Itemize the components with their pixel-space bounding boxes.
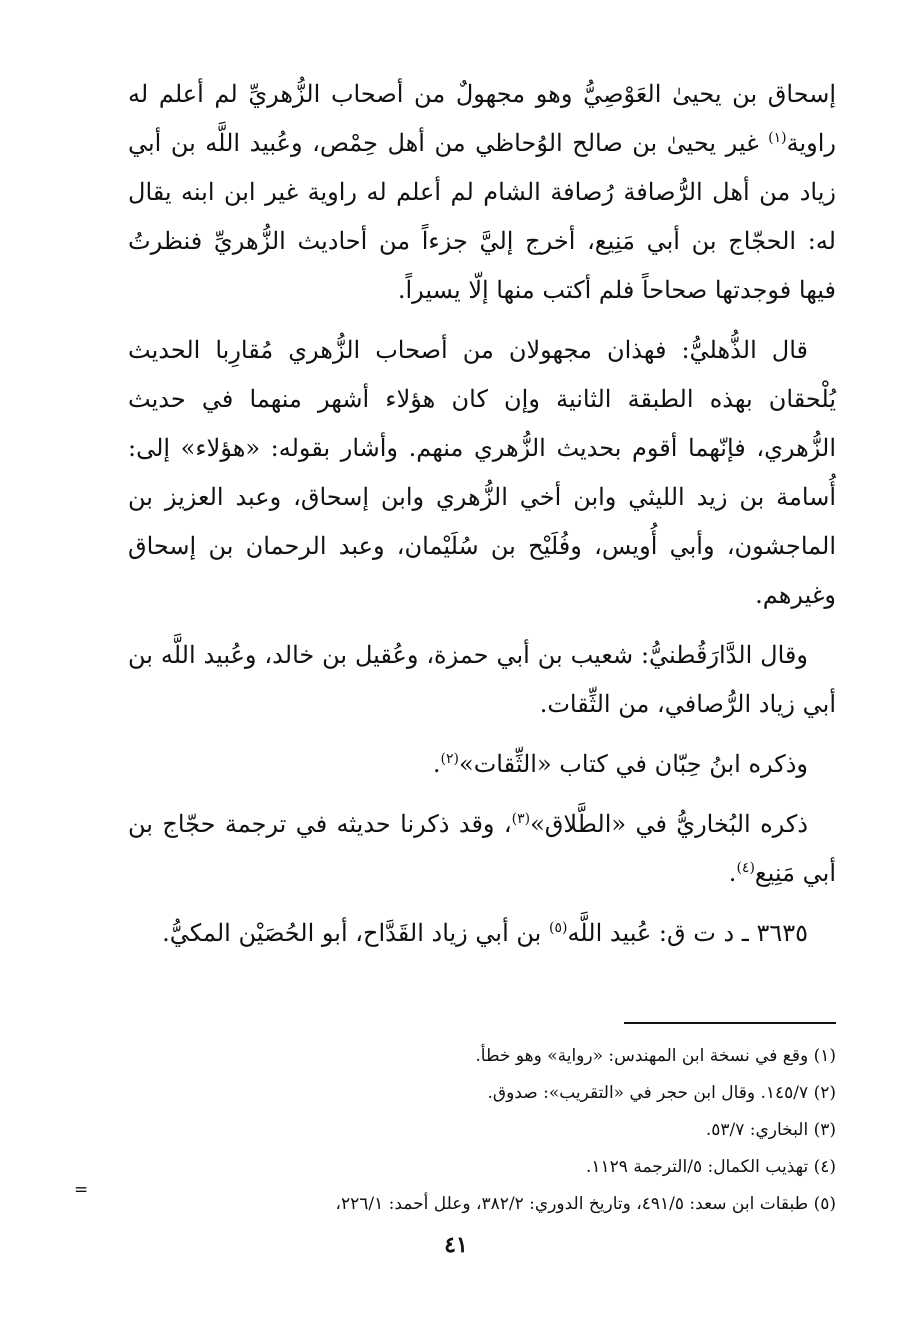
paragraph-text: بن أبي زياد القَدَّاح، أبو الحُصَيْن المكيُّ. [162,919,549,947]
footnote-3: (٣) البخاري: ٥٣/٧. [705,1120,836,1140]
continuation-mark: = [74,1180,89,1200]
footnote-marker: (١) [768,130,787,146]
paragraph-4 [128,740,836,789]
main-text [128,70,836,958]
paragraph-text: . [728,859,737,887]
footnotes [128,1038,836,1223]
footnote-marker: (٢) [440,751,460,767]
footnote-separator [624,1022,836,1024]
paragraph-3 [128,631,836,729]
page-body [128,70,836,1214]
paragraph-1 [128,70,836,315]
paragraph-5 [128,800,836,898]
footnote-4: (٤) تهذيب الكمال: ٥/الترجمة ١١٢٩. [586,1157,836,1177]
paragraph-text: . [432,750,441,778]
paragraph-text: غير يحيىٰ بن صالح الوُحاظي من أهل حِمْص، وعُبيد اللَّه بن أبي زياد من أهل الرُّصافة رُصافة الشام لم أعلم له راوية غير ابن ابنه يقال له: الحجّاج بن أبي مَنِيع، أخرج إليَّ جزءاً من أحاديث الزُّهريِّ فنظرتُ فيها فوجدتها صحاحاً فلم أكتب منها إلّا يسيراً. [128,129,836,304]
paragraph-text: ٣٦٣٥ ـ د ت ق: عُبيد اللَّه [567,919,808,947]
paragraph-2 [128,326,836,620]
footnote-5: (٥) طبقات ابن سعد: ٤٩١/٥، وتاريخ الدوري: ٣٨٢/٢، وعلل أحمد: ٢٢٦/١، [335,1194,836,1214]
paragraph-text: إسحاق بن يحيىٰ العَوْصِيُّ وهو مجهولٌ من أصحاب الزُّهريِّ لم أعلم له راوية [128,80,836,157]
footnote-marker: (٥) [548,920,568,936]
footnote-2: (٢) ١٤٥/٧. وقال ابن حجر في «التقريب»: صدوق. [487,1083,836,1103]
footnote-marker: (٤) [736,860,755,876]
page-number: ٤١ [444,1232,468,1258]
paragraph-text: ذكره البُخاريُّ في «الطَّلاق» [530,810,809,838]
footnote-marker: (٣) [511,811,531,827]
paragraph-6 [128,909,836,958]
paragraph-text: وقال الدَّارَقُطنيُّ: شعيب بن أبي حمزة، وعُقيل بن خالد، وعُبيد اللَّه بن أبي زياد الرُّصافي، من الثِّقات. [128,641,836,718]
paragraph-text: قال الذُّهليُّ: فهذان مجهولان من أصحاب الزُّهري مُقارِبا الحديث يُلْحقان بهذه الطبقة الثانية وإن كان هؤلاء أشهر منهما في حديث الزُّهري، فإنّهما أقوم بحديث الزُّهري منهم. وأشار بقوله: «هؤلاء» إلى: أُسامة بن زيد الليثي وابن أخي الزُّهري وابن إسحاق، وعبد العزيز بن الماجشون، وأبي أُويس، وفُلَيْح بن سُلَيْمان، وعبد الرحمان بن إسحاق وغيرهم. [128,336,836,609]
paragraph-text: وذكره ابنُ حِبّان في كتاب «الثِّقات» [459,750,808,778]
paragraph-text: ، وقد ذكرنا حديثه في ترجمة حجّاج بن أبي مَنِيع [128,810,836,887]
footnote-1: (١) وقع في نسخة ابن المهندس: «رواية» وهو خطأ. [475,1046,836,1066]
